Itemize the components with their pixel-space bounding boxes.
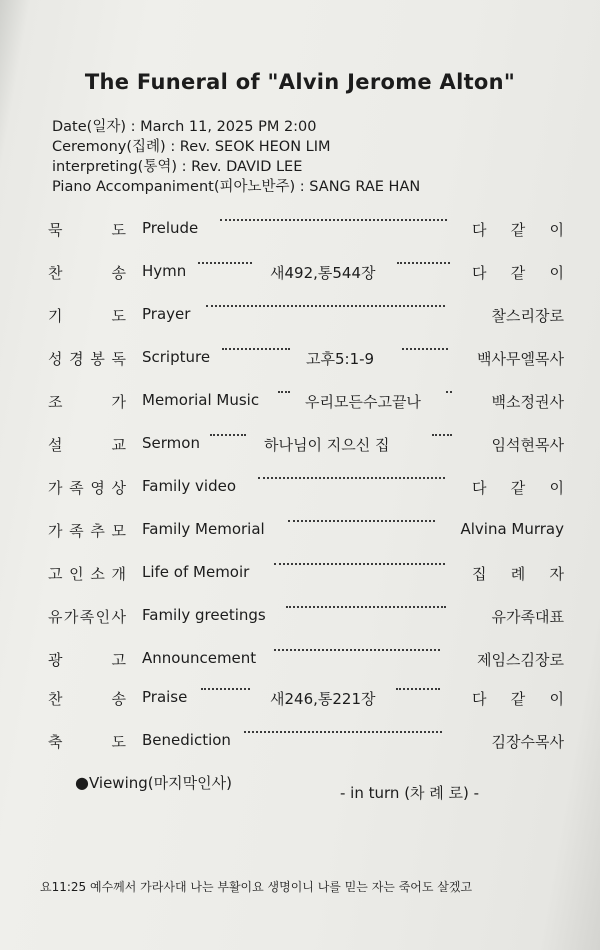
- leader-dots: [201, 688, 250, 690]
- program-row: [0, 563, 600, 587]
- program-item-english: Prayer: [142, 305, 191, 323]
- program-item-performer: Alvina Murray: [460, 520, 564, 538]
- program-item-performer: 임석현목사: [491, 436, 564, 454]
- program-row: [0, 477, 600, 501]
- leader-dots: [446, 391, 452, 393]
- program-row: [0, 688, 600, 712]
- program-item-performer: 김장수목사: [491, 733, 564, 751]
- viewing-line: [75, 772, 232, 793]
- leader-dots: [222, 348, 290, 350]
- leader-dots: [206, 305, 445, 307]
- program-item-performer: 다 같 이: [472, 690, 564, 708]
- program-item-english: Scripture: [142, 348, 211, 366]
- leader-dots: [396, 688, 440, 690]
- program-item-korean: 유 가 족 인 사: [48, 608, 126, 626]
- program-item-english: Praise: [142, 688, 188, 706]
- program-item-english: Life of Memoir: [142, 563, 250, 581]
- service-date: Date(일자) : March 11, 2025 PM 2:00: [52, 119, 317, 135]
- program-item-english: Family greetings: [142, 606, 266, 624]
- program-item-korean: 가 족 추 모: [48, 522, 126, 540]
- program-item-performer: 백사무엘목사: [477, 350, 564, 368]
- program-item-korean: 축 도: [48, 733, 126, 751]
- leader-dots: [198, 262, 252, 264]
- program-item-detail: 새246,통221장: [270, 690, 376, 708]
- service-info: [52, 117, 420, 197]
- program-item-performer: 찰스리장로: [491, 307, 564, 325]
- program-item-performer: 다 같 이: [472, 264, 564, 282]
- program-item-english: Hymn: [142, 262, 187, 280]
- program-item-detail: 새492,통544장: [270, 264, 376, 282]
- program-row: [0, 305, 600, 329]
- page-title: The Funeral of "Alvin Jerome Alton": [84, 70, 516, 94]
- leader-dots: [220, 219, 447, 221]
- program-item-korean: 성 경 봉 독: [48, 350, 126, 368]
- program-row: [0, 391, 600, 415]
- viewing-order: - in turn (차 례 로) -: [340, 784, 480, 802]
- program-item-korean: 설 교: [48, 436, 126, 454]
- leader-dots: [397, 262, 450, 264]
- program-item-performer: 백소정권사: [491, 393, 564, 411]
- leader-dots: [258, 477, 445, 479]
- service-ceremony: Ceremony(집례) : Rev. SEOK HEON LIM: [52, 139, 331, 155]
- program-item-performer: 유가족대표: [491, 608, 564, 626]
- program-item-english: Announcement: [142, 649, 257, 667]
- program-item-english: Family Memorial: [142, 520, 265, 538]
- program-item-korean: 찬 송: [48, 264, 126, 282]
- program-item-korean: 기 도: [48, 307, 126, 325]
- leader-dots: [278, 391, 290, 393]
- leader-dots: [402, 348, 448, 350]
- bullet-icon: ●: [75, 773, 89, 792]
- service-interpreting: interpreting(통역) : Rev. DAVID LEE: [52, 159, 303, 175]
- program-item-korean: 조 가: [48, 393, 126, 411]
- leader-dots: [432, 434, 452, 436]
- program-row: [0, 520, 600, 544]
- leader-dots: [286, 606, 446, 608]
- program-item-performer: 집 례 자: [472, 565, 564, 583]
- program-row: [0, 262, 600, 286]
- program-item-detail: 하나님이 지으신 집: [264, 436, 390, 454]
- program-item-performer: 다 같 이: [472, 221, 564, 239]
- program-row: [0, 731, 600, 755]
- program-item-performer: 제임스김장로: [477, 651, 564, 669]
- program-row: [0, 606, 600, 630]
- program-item-korean: 찬 송: [48, 690, 126, 708]
- program-item-korean: 묵 도: [48, 221, 126, 239]
- program-item-detail: 우리모든수고끝나: [305, 393, 421, 411]
- viewing-label: Viewing(마지막인사): [88, 774, 232, 792]
- program-item-english: Prelude: [142, 219, 199, 237]
- program-item-english: Benediction: [142, 731, 231, 749]
- program-item-performer: 다 같 이: [472, 479, 564, 497]
- program-item-english: Memorial Music: [142, 391, 260, 409]
- leader-dots: [288, 520, 435, 522]
- service-piano: Piano Accompaniment(피아노반주) : SANG RAE HAN: [52, 179, 421, 195]
- leader-dots: [210, 434, 246, 436]
- program-item-english: Sermon: [142, 434, 200, 452]
- program-row: [0, 434, 600, 458]
- leader-dots: [274, 563, 445, 565]
- program-item-korean: 광 고: [48, 651, 126, 669]
- program-item-korean: 고 인 소 개: [48, 565, 126, 583]
- program-row: [0, 649, 600, 673]
- program-row: [0, 348, 600, 372]
- leader-dots: [274, 649, 440, 651]
- program-item-korean: 가 족 영 상: [48, 479, 126, 497]
- bible-verse: 요11:25 예수께서 가라사대 나는 부활이요 생명이니 나를 믿는 자는 죽어도 살겠고: [40, 880, 473, 894]
- leader-dots: [244, 731, 442, 733]
- program-item-detail: 고후5:1-9: [306, 350, 375, 368]
- program-row: [0, 219, 600, 243]
- program-item-english: Family video: [142, 477, 237, 495]
